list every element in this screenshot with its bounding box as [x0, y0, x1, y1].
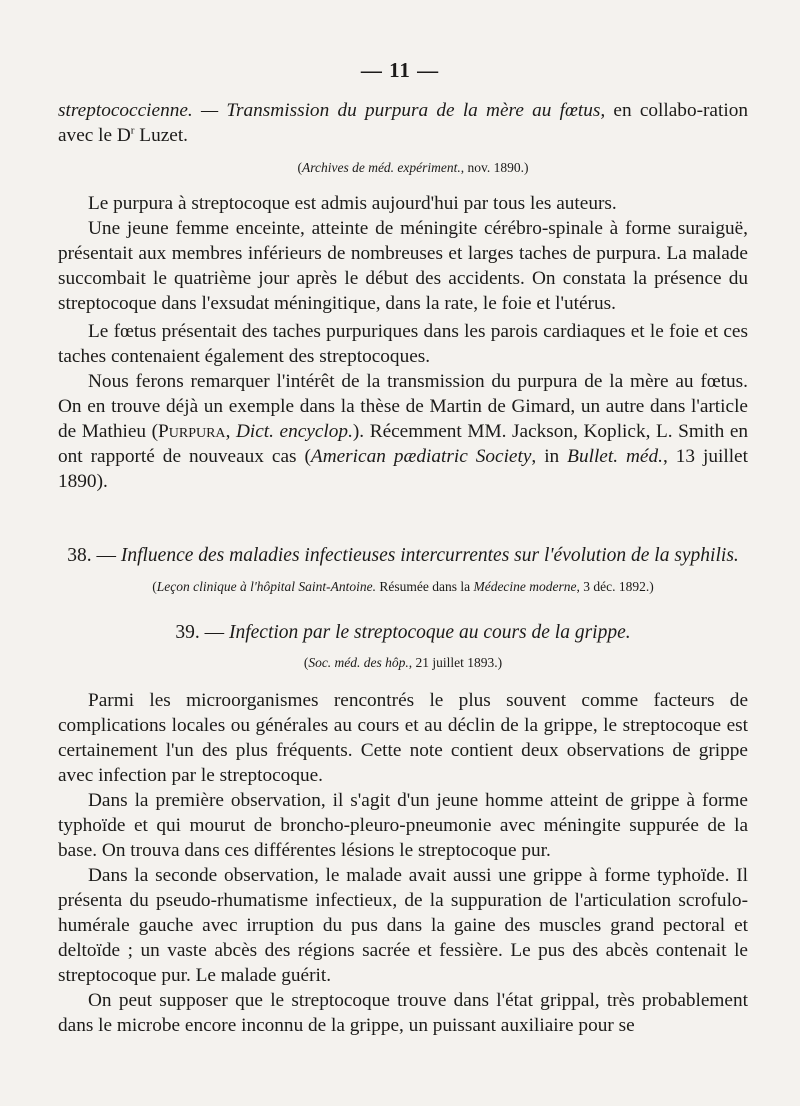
entry-37-p4-text-e: , 13 juillet 1890).	[58, 446, 748, 492]
entry-38-ref-italic-2: Médecine moderne	[473, 579, 577, 594]
entry-37-ref-open: (	[297, 160, 302, 175]
entry-38-reference	[58, 578, 748, 596]
entry-38-ref-end: , 3 déc. 1892.)	[576, 579, 654, 594]
entry-38-ref-italic-1: Leçon clinique à l'hôpital Saint-Antoine.	[156, 579, 376, 594]
entry-39-ref-italic: Soc. méd. des hôp.	[308, 655, 409, 670]
entry-37-title-text-2: ration avec le D	[58, 100, 748, 146]
entry-37-title	[58, 98, 748, 148]
entry-39	[58, 620, 748, 1038]
entry-37-p4-italic-1: Dict. encyclop.	[235, 421, 353, 442]
entry-39-reference	[58, 654, 748, 672]
entry-38-ref-open: (	[152, 579, 157, 594]
entry-37-title-text-1: en collabo-	[605, 100, 704, 121]
entry-37-p4-italic-2: American pædiatric Society	[310, 446, 532, 467]
entry-39-heading	[58, 620, 748, 645]
entry-37-p4-text-b: ,	[225, 421, 236, 442]
entry-39-title: Infection par le streptocoque au cours de la grippe.	[228, 622, 631, 643]
entry-37-ref-italic: Archives de méd. expériment.	[301, 160, 461, 175]
entry-37-p4-text-a: Nous ferons remarquer l'intérêt de la transmission du purpura de la mère au fœtus. On en trouve déjà un exemple dans la thèse de Martin de Gimard, un autre dans l'article de Mathieu (	[58, 371, 748, 442]
entry-39-paragraph-2: Dans la première observation, il s'agit d'un jeune homme atteint de grippe à forme typhoïde et qui mourut de broncho-pleuro-pneumonie avec méningite suppurée de la base. On trouva dans ces différentes lésions le streptocoque pur.	[58, 790, 748, 861]
entry-37-p4-text-d: , in	[531, 446, 568, 467]
entry-37-ref-rest: , nov. 1890.)	[460, 160, 529, 175]
entry-39-number: 39. —	[175, 622, 229, 643]
entry-39-ref-end: , 21 juillet 1893.)	[408, 655, 503, 670]
entry-37-title-italic: streptococcienne. — Transmission du purpura de la mère au fœtus,	[58, 100, 606, 121]
entry-38-ref-mid: Résumée dans la	[375, 579, 474, 594]
entry-37-paragraph-3: Le fœtus présentait des taches purpuriques dans les parois cardiaques et le foie et ces taches contenaient également des streptocoques.	[58, 321, 748, 367]
entry-38-heading	[58, 543, 748, 568]
entry-37-title-text-3: Luzet.	[134, 125, 189, 146]
entry-37-p4-smallcaps: Purpura	[158, 421, 226, 442]
entry-37-paragraph-4	[58, 369, 748, 494]
entry-38-title: Influence des maladies infectieuses intercurrentes sur l'évolution de la syphilis.	[120, 545, 739, 566]
entry-38-number: 38. —	[67, 545, 121, 566]
entry-37-p4-text-c: ). Récemment MM. Jackson, Koplick, L. Smith en ont rapporté de nouveaux cas (	[58, 421, 749, 467]
entry-39-paragraph-4: On peut supposer que le streptocoque trouve dans l'état grippal, très probablement dans le microbe encore inconnu de la grippe, un puissant auxiliaire pour se	[58, 990, 748, 1036]
entry-39-ref-open: (	[303, 655, 309, 670]
entry-38	[58, 543, 748, 596]
entry-39-paragraph-1: Parmi les microorganismes rencontrés le plus souvent comme facteurs de complications locales ou générales au cours et au déclin de la grippe, le streptocoque est certainement l'un des plus fréquents. Cette note contient deux observations de grippe avec infection par le streptocoque.	[58, 690, 748, 786]
entry-37	[58, 98, 748, 494]
entry-37-paragraph-2: Une jeune femme enceinte, atteinte de méningite cérébro-spinale à forme suraiguë, présentait aux membres inférieurs de nombreuses et larges taches de purpura. La malade succombait le quatrième jour après le début des accidents. On constata la présence du streptocoque dans l'exsudat méningitique, dans la rate, le foie et l'utérus.	[58, 218, 748, 314]
entry-37-title-sup: r	[130, 124, 135, 137]
entry-37-p4-italic-3: Bullet. méd.	[567, 446, 663, 467]
entry-37-paragraph-1: Le purpura à streptocoque est admis aujourd'hui par tous les auteurs.	[88, 193, 617, 214]
page-number: — 11 —	[360, 58, 440, 82]
entry-39-paragraph-3: Dans la seconde observation, le malade avait aussi une grippe à forme typhoïde. Il présenta du pseudo-rhumatisme infectieux, de la suppuration de l'articulation scrofulo-humérale gauche avec irruption du pus dans la gaine des muscles grand pectoral et deltoïde ; un vaste abcès des régions sacrée et fessière. Le pus des abcès contenait le streptocoque pur. Le malade guérit.	[58, 865, 748, 986]
entry-37-reference	[58, 159, 748, 177]
